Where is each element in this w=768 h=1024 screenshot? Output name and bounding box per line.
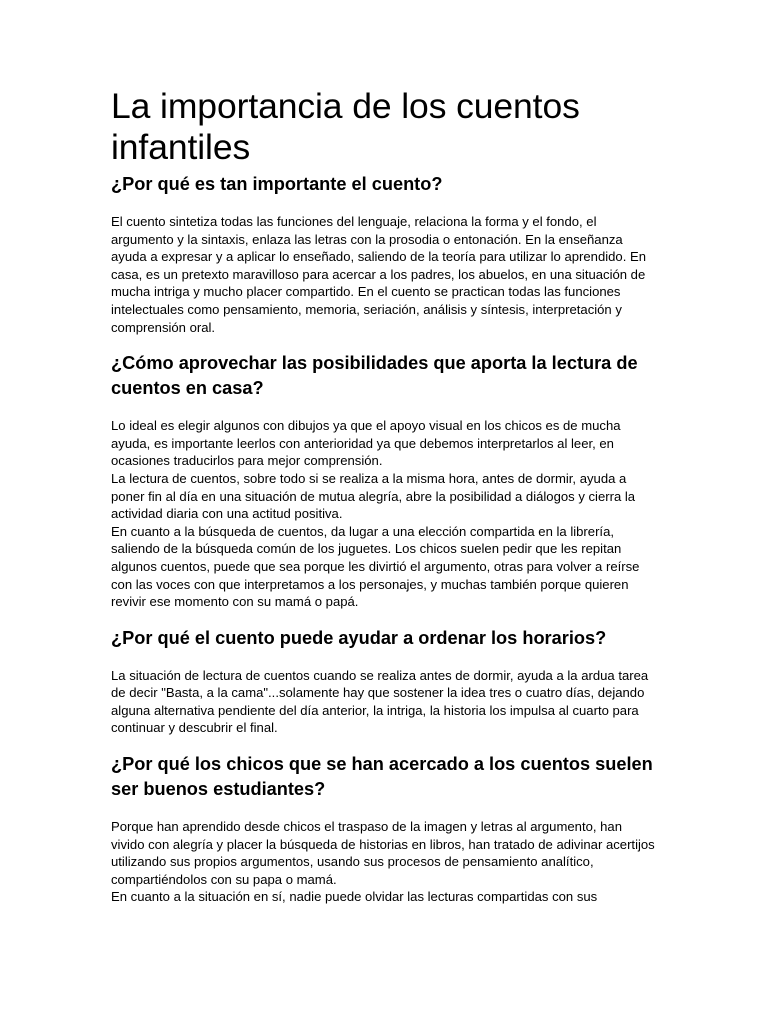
section-schedules — [111, 626, 659, 737]
paragraph: La situación de lectura de cuentos cuando se realiza antes de dormir, ayuda a la ardua tarea de decir "Basta, a la cama"...solamente hay que sostener la idea tres o cuatro días, dejando alguna alternativa pendiente del día anterior, la intriga, la historia los impulsa al cuarto para continuar y descubrir el final. — [111, 667, 649, 736]
document-page — [111, 86, 659, 906]
section-heading: ¿Cómo aprovechar las posibilidades que aporta la lectura de cuentos en casa? — [111, 353, 638, 399]
paragraph: El cuento sintetiza todas las funciones del lenguaje, relaciona la forma y el fondo, el argumento y la sintaxis, enlaza las letras con la prosodia o entonación. En la enseñanza ayuda a expresar y a aplicar lo enseñado, saliendo de la teoría para utilizar lo aprendido. En casa, es un pretexto maravilloso para acercar a los padres, los abuelos, en una situación de mucha intriga y mucho placer compartido. En el cuento se practican todas las funciones intelectuales como pensamiento, memoria, seriación, análisis y síntesis, interpretación y comprensión oral. — [111, 214, 647, 335]
section-heading: ¿Por qué los chicos que se han acercado a los cuentos suelen ser buenos estudiantes? — [111, 754, 653, 800]
section-heading: ¿Por qué es tan importante el cuento? — [111, 174, 443, 194]
section-heading: ¿Por qué el cuento puede ayudar a ordenar los horarios? — [111, 627, 607, 648]
paragraph: La lectura de cuentos, sobre todo si se realiza a la misma hora, antes de dormir, ayuda a poner fin al día en una situación de mutua alegría, abre la posibilidad a diálogos y cierra la actividad diaria con una actitud positiva. — [111, 470, 636, 522]
paragraph: Lo ideal es elegir algunos con dibujos ya que el apoyo visual en los chicos es de mucha ayuda, es importante leerlos con anterioridad ya que debemos interpretarlos al leer, en ocasiones traducirlos para mejor comprensión. — [111, 418, 621, 469]
document-title: La importancia de los cuentos infantiles — [111, 86, 580, 167]
section-importance — [111, 172, 659, 336]
section-reading-at-home — [111, 351, 659, 611]
paragraph: En cuanto a la situación en sí, nadie puede olvidar las lecturas compartidas con sus — [111, 889, 598, 905]
section-good-students — [111, 752, 659, 906]
paragraph: En cuanto a la búsqueda de cuentos, da lugar a una elección compartida en la librería, saliendo de la búsqueda común de los juguetes. Los chicos suelen pedir que les repitan algunos cuentos, puede que sea porque les divirtió el argumento, otras para volver a reírse con las voces con que interpretamos a los personajes, y muchas también porque quieren revivir ese momento con su mamá o papá. — [111, 523, 640, 610]
paragraph: Porque han aprendido desde chicos el traspaso de la imagen y letras al argumento, han vivido con alegría y placer la búsqueda de historias en libros, han tratado de adivinar acertijos utilizando sus propios argumentos, usando sus procesos de pensamiento analítico, compartiéndolos con su papa o mamá. — [111, 819, 655, 887]
